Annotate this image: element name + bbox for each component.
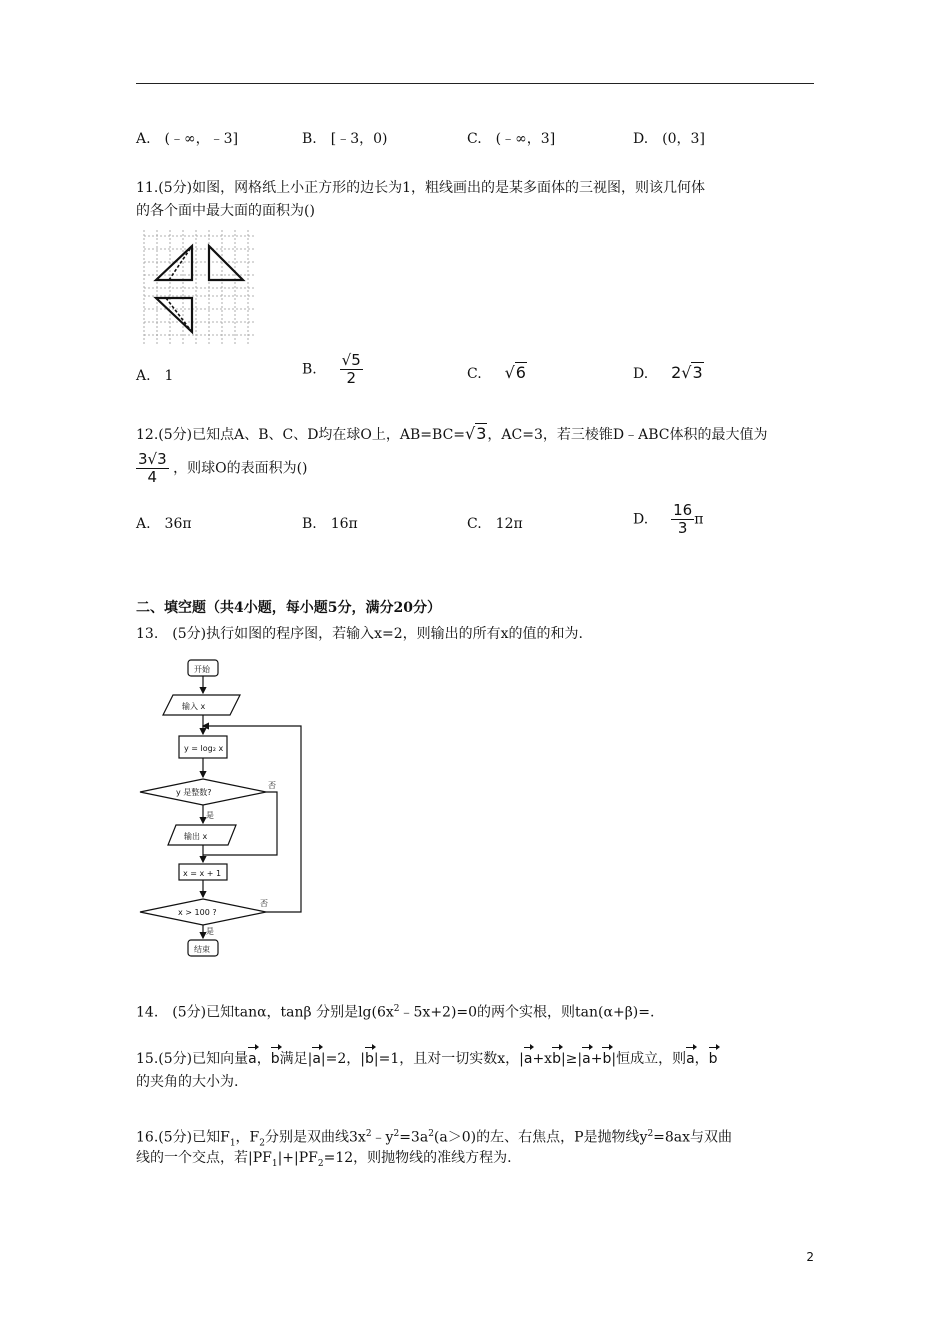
q12-fraction-denominator: 4 [147,468,158,486]
q11-option-b-label: B. [302,361,317,378]
flow-end-label: 结束 [194,945,210,954]
q12-stem-part3: ，则球O的表面积为() [173,460,308,477]
q12-stem-line1 [136,424,767,445]
q11-option-d [633,363,704,382]
q12-option-d-label: D. [633,511,649,528]
q16-part7: =8ax与双曲 [653,1129,733,1146]
q12-option-a: A. 36π [136,516,192,532]
q14-part1: 14. (5分)已知tanα，tanβ 分别是lg(6x [136,1004,394,1021]
vector-a: a [312,1051,321,1067]
vector-b: b [270,1051,280,1067]
flow-no1-label: 否 [268,781,276,790]
q12-option-d-fraction [671,502,694,537]
flow-decision1-label: y 是整数? [176,788,212,797]
q10-option-a: A. (﹣∞，﹣3] [136,131,239,147]
vector-a: a [248,1051,257,1067]
q16-part6: (a＞0)的左、右焦点，P是抛物线y [433,1129,648,1146]
q16-sup4: 2 [647,1129,654,1139]
q15-stem-line1 [136,1049,718,1069]
q15-stem-line2: 的夹角的大小为. [136,1074,239,1090]
q16-sub4: 2 [317,1158,324,1169]
flow-increment-label: x = x + 1 [183,869,222,878]
q16-sub1: 1 [229,1138,236,1149]
q11-stem-line1: 11.(5分)如图，网格纸上小正方形的边长为1，粗线画出的是某多面体的三视图，则该几何体 [136,180,706,196]
flowchart [136,652,312,964]
q14-stem [136,999,654,1023]
q15-part2: 满足| [279,1051,313,1067]
q12-option-c: C. 12π [467,516,523,532]
q15-separator: ， [694,1051,709,1067]
three-view-figure [136,226,260,348]
q11-option-c-label: C. [467,366,482,382]
q10-option-d: D. (0，3] [633,131,705,147]
q16-part9: |+|PF [277,1150,318,1166]
q12-option-d-denominator: 3 [677,519,688,537]
q10-option-c: C. (﹣∞，3] [467,131,556,147]
q16-part1: 16.(5分)已知F [136,1129,230,1146]
vector-b: b [552,1051,561,1067]
flow-assign-label: y = log₂ x [184,744,224,753]
vector-a: a [523,1051,533,1067]
q12-option-d-pi: π [694,511,704,528]
q15-part3: |=2，| [320,1051,365,1067]
q10-option-b: B. [﹣3，0) [302,131,388,147]
q12-fraction-numerator: 3√3 [138,450,167,468]
q11-option-b-denominator: 2 [346,369,356,387]
flow-output-label: 输出 x [184,832,208,841]
page-number: 2 [806,1250,814,1264]
q16-sub3: 1 [271,1158,278,1169]
q12-volume-fraction [136,451,169,486]
q11-option-c-sqrt: √6 [504,363,526,382]
q12-sqrt-radicand: 3 [476,424,487,443]
q15-separator: ， [256,1051,271,1067]
q13-stem: 13. (5分)执行如图的程序图，若输入x=2，则输出的所有x的值的和为. [136,626,583,642]
q11-option-a: A. 1 [136,368,174,384]
q16-part10: =12，则抛物线的准线方程为. [323,1150,512,1166]
q14-superscript: 2 [393,1004,400,1014]
q12-stem-part2: ，AC=3，若三棱锥D﹣ABC体积的最大值为 [487,427,768,443]
flow-input-label: 输入 x [182,702,206,711]
q11-option-c [467,363,527,382]
q12-option-d [633,502,703,537]
flow-yes2-label: 是 [206,927,214,936]
q16-stem-line2 [136,1148,512,1174]
q16-part4: ﹣y [371,1129,394,1146]
q15-part5: +x [532,1051,553,1067]
vector-b: b [364,1051,374,1067]
q16-sup3: 2 [428,1129,434,1139]
q15-part4: |=1，且对一切实数x，| [373,1051,524,1067]
q16-part2: ，F [235,1129,260,1146]
flow-no2-label: 否 [260,899,268,908]
q16-sup1: 2 [365,1129,372,1139]
vector-b: b [708,1051,718,1067]
section-heading: 二、填空题（共4小题，每小题5分，满分20分） [136,600,441,616]
q12-option-b: B. 16π [302,516,358,532]
q15-part8: |恒成立，则 [611,1051,687,1067]
q11-option-c-radicand: 6 [515,363,526,382]
q14-part2: ﹣5x+2)=0的两个实根，则tan(α+β)=. [399,1004,655,1021]
vector-a: a [582,1051,591,1067]
q16-part3: 分别是双曲线3x [265,1129,366,1146]
flow-start-label: 开始 [194,665,210,674]
q12-sqrt: √3 [465,424,487,443]
vector-b: b [602,1051,612,1067]
q12-stem-part1: 12.(5分)已知点A、B、C、D均在球O上，AB=BC= [136,427,466,443]
q16-sub2: 2 [259,1138,265,1149]
q11-option-d-value: 2√3 [671,363,703,382]
top-rule [136,83,814,84]
q12-stem-line2 [136,451,308,486]
q16-part8: 线的一个交点，若|PF [136,1150,272,1166]
flow-yes1-label: 是 [206,811,214,820]
q11-option-d-radicand: 3 [692,363,703,382]
q12-option-d-numerator: 16 [673,501,693,519]
q11-stem-line2: 的各个面中最大面的面积为() [136,203,315,219]
q11-option-b-fraction [340,352,363,387]
q11-option-b [302,352,363,387]
q15-part7: + [590,1051,603,1067]
q11-option-d-label: D. [633,366,649,382]
q15-part1: 15.(5分)已知向量 [136,1051,249,1067]
vector-a: a [686,1051,695,1067]
q15-part6: |≥| [560,1051,583,1067]
q11-option-d-coefficient: 2 [671,363,682,382]
q16-sup2: 2 [393,1129,400,1139]
flow-decision2-label: x > 100 ? [178,908,217,917]
q11-option-b-numerator: √5 [341,351,361,369]
q16-part5: =3a [399,1129,429,1146]
